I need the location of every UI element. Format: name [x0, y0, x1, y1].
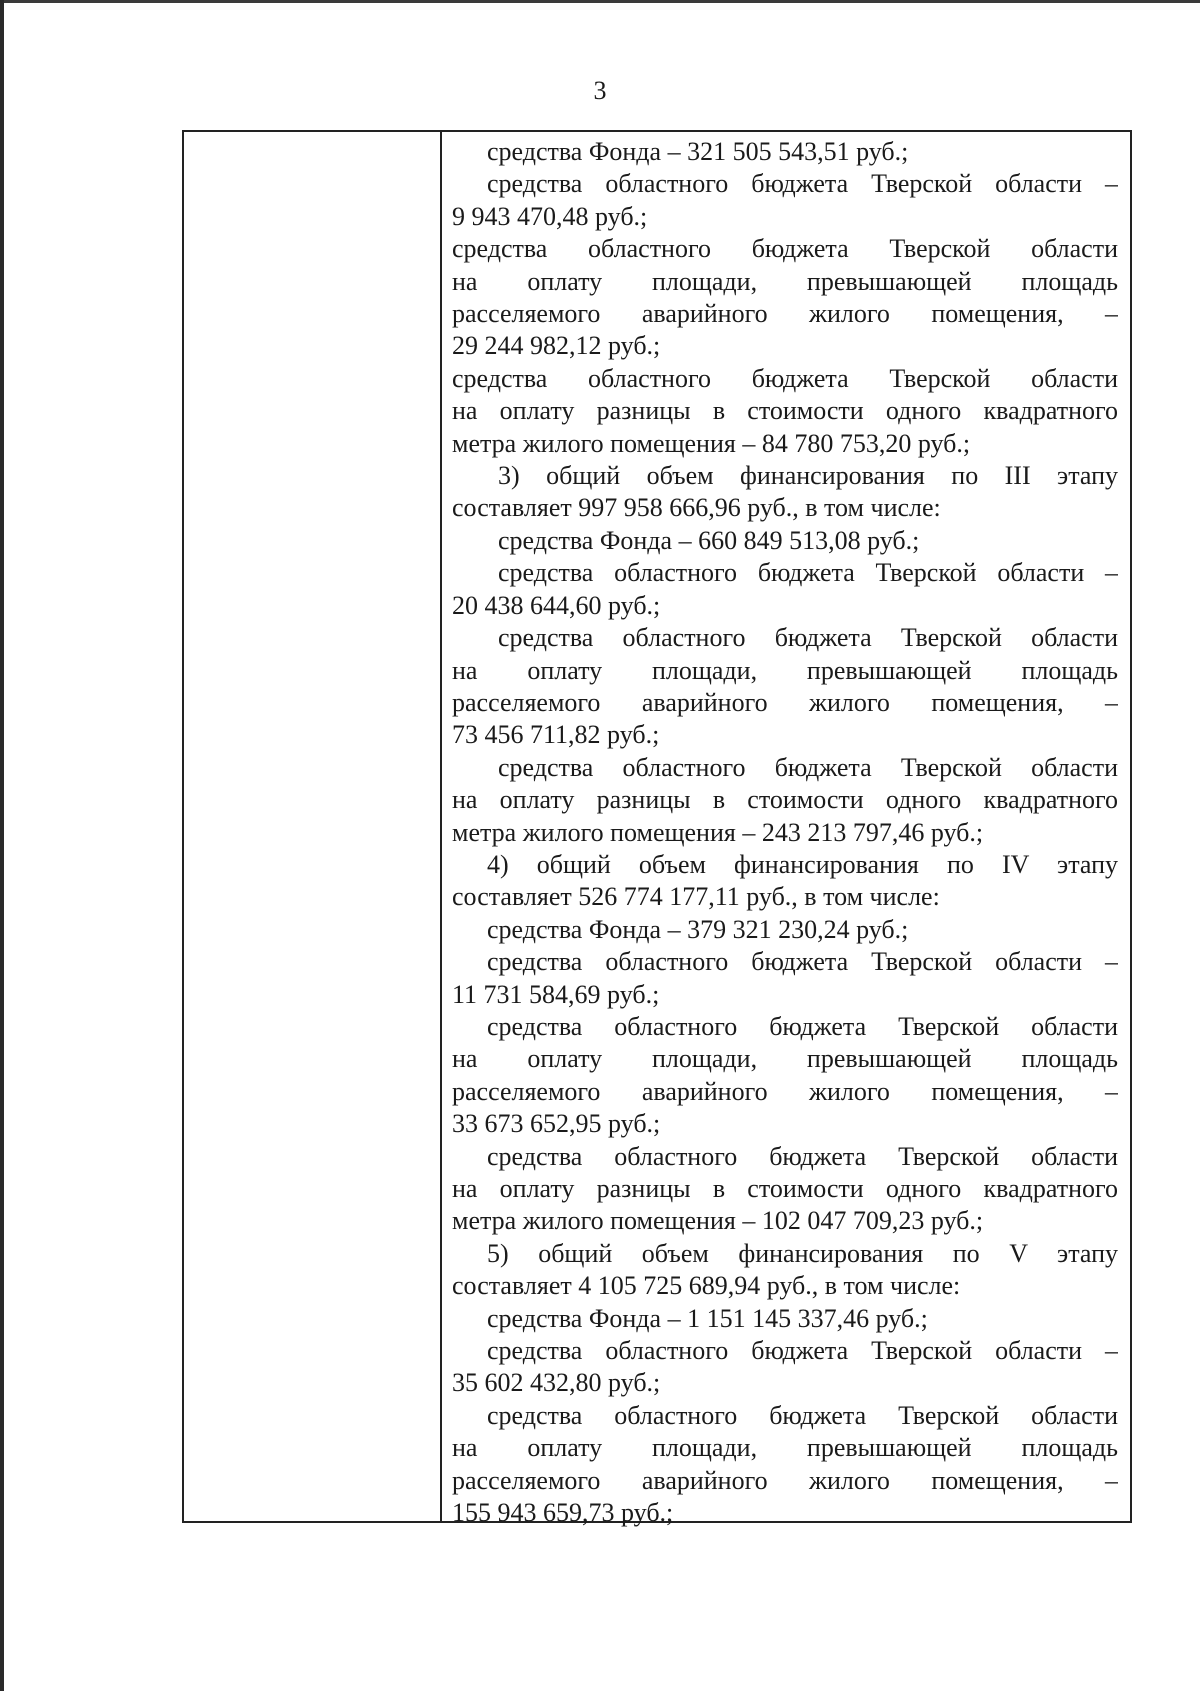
text-line: расселяемого аварийного жилого помещения, –	[452, 1076, 1118, 1106]
text-line: средства областного бюджета Тверской области –	[498, 558, 1118, 588]
text-line: 3) общий объем финансирования по III этапу	[498, 461, 1118, 491]
text-line: средства областного бюджета Тверской области –	[487, 1336, 1118, 1366]
text-line: метра жилого помещения – 243 213 797,46 руб.;	[452, 817, 984, 847]
text-line: 35 602 432,80 руб.;	[452, 1368, 661, 1398]
text-line: 9 943 470,48 руб.;	[452, 201, 648, 231]
text-line: метра жилого помещения – 102 047 709,23 руб.;	[452, 1206, 984, 1236]
text-line: средства областного бюджета Тверской области	[452, 234, 1118, 264]
text-line: 29 244 982,12 руб.;	[452, 331, 661, 361]
text-line: 11 731 584,69 руб.;	[452, 979, 660, 1009]
text-line: метра жилого помещения – 84 780 753,20 руб.;	[452, 428, 971, 458]
text-line: 5) общий объем финансирования по V этапу	[487, 1238, 1118, 1268]
text-line: средства областного бюджета Тверской области	[498, 752, 1118, 782]
content-table	[182, 130, 1132, 1528]
text-line: 20 438 644,60 руб.;	[452, 590, 661, 620]
text-line: средства областного бюджета Тверской области	[452, 363, 1118, 393]
text-line: составляет 4 105 725 689,94 руб., в том числе:	[452, 1271, 961, 1301]
text-line: на оплату разницы в стоимости одного квадратного	[452, 1174, 1118, 1203]
text-line: 73 456 711,82 руб.;	[452, 720, 660, 750]
text-line: 33 673 652,95 руб.;	[452, 1109, 661, 1139]
table-right-column	[442, 132, 1130, 1528]
scan-edge-top	[0, 0, 1200, 3]
text-line: расселяемого аварийного жилого помещения, –	[452, 1465, 1118, 1495]
table-left-column	[184, 132, 442, 1521]
text-line: средства областного бюджета Тверской области –	[487, 169, 1118, 199]
scan-edge-left	[0, 0, 4, 1691]
text-line: расселяемого аварийного жилого помещения, –	[452, 687, 1118, 717]
text-line: средства областного бюджета Тверской области	[498, 623, 1118, 653]
text-line: расселяемого аварийного жилого помещения, –	[452, 299, 1118, 329]
text-line: 4) общий объем финансирования по IV этапу	[487, 849, 1118, 879]
text-line: средства Фонда – 660 849 513,08 руб.;	[498, 525, 920, 555]
text-line: средства Фонда – 379 321 230,24 руб.;	[487, 914, 909, 944]
text-line: составляет 997 958 666,96 руб., в том числе:	[452, 493, 941, 523]
text-line: на оплату разницы в стоимости одного квадратного	[452, 785, 1118, 815]
text-line: средства Фонда – 321 505 543,51 руб.;	[487, 137, 909, 166]
text-line: на оплату площади, превышающей площадь	[452, 1044, 1118, 1074]
text-line: средства областного бюджета Тверской области –	[487, 947, 1118, 977]
text-line: на оплату площади, превышающей площадь	[452, 266, 1118, 296]
page-number: 3	[593, 76, 607, 105]
text-line: средства областного бюджета Тверской области	[487, 1141, 1118, 1171]
text-line: средства областного бюджета Тверской области	[487, 1400, 1118, 1430]
text-line: составляет 526 774 177,11 руб., в том числе:	[452, 882, 940, 912]
text-line: на оплату площади, превышающей площадь	[452, 655, 1118, 685]
text-line: на оплату разницы в стоимости одного квадратного	[452, 396, 1118, 426]
text-line: средства областного бюджета Тверской области	[487, 1011, 1118, 1041]
text-line: средства Фонда – 1 151 145 337,46 руб.;	[487, 1303, 928, 1333]
text-line: на оплату площади, превышающей площадь	[452, 1433, 1118, 1463]
text-line: 155 943 659,73 руб.;	[452, 1498, 674, 1528]
